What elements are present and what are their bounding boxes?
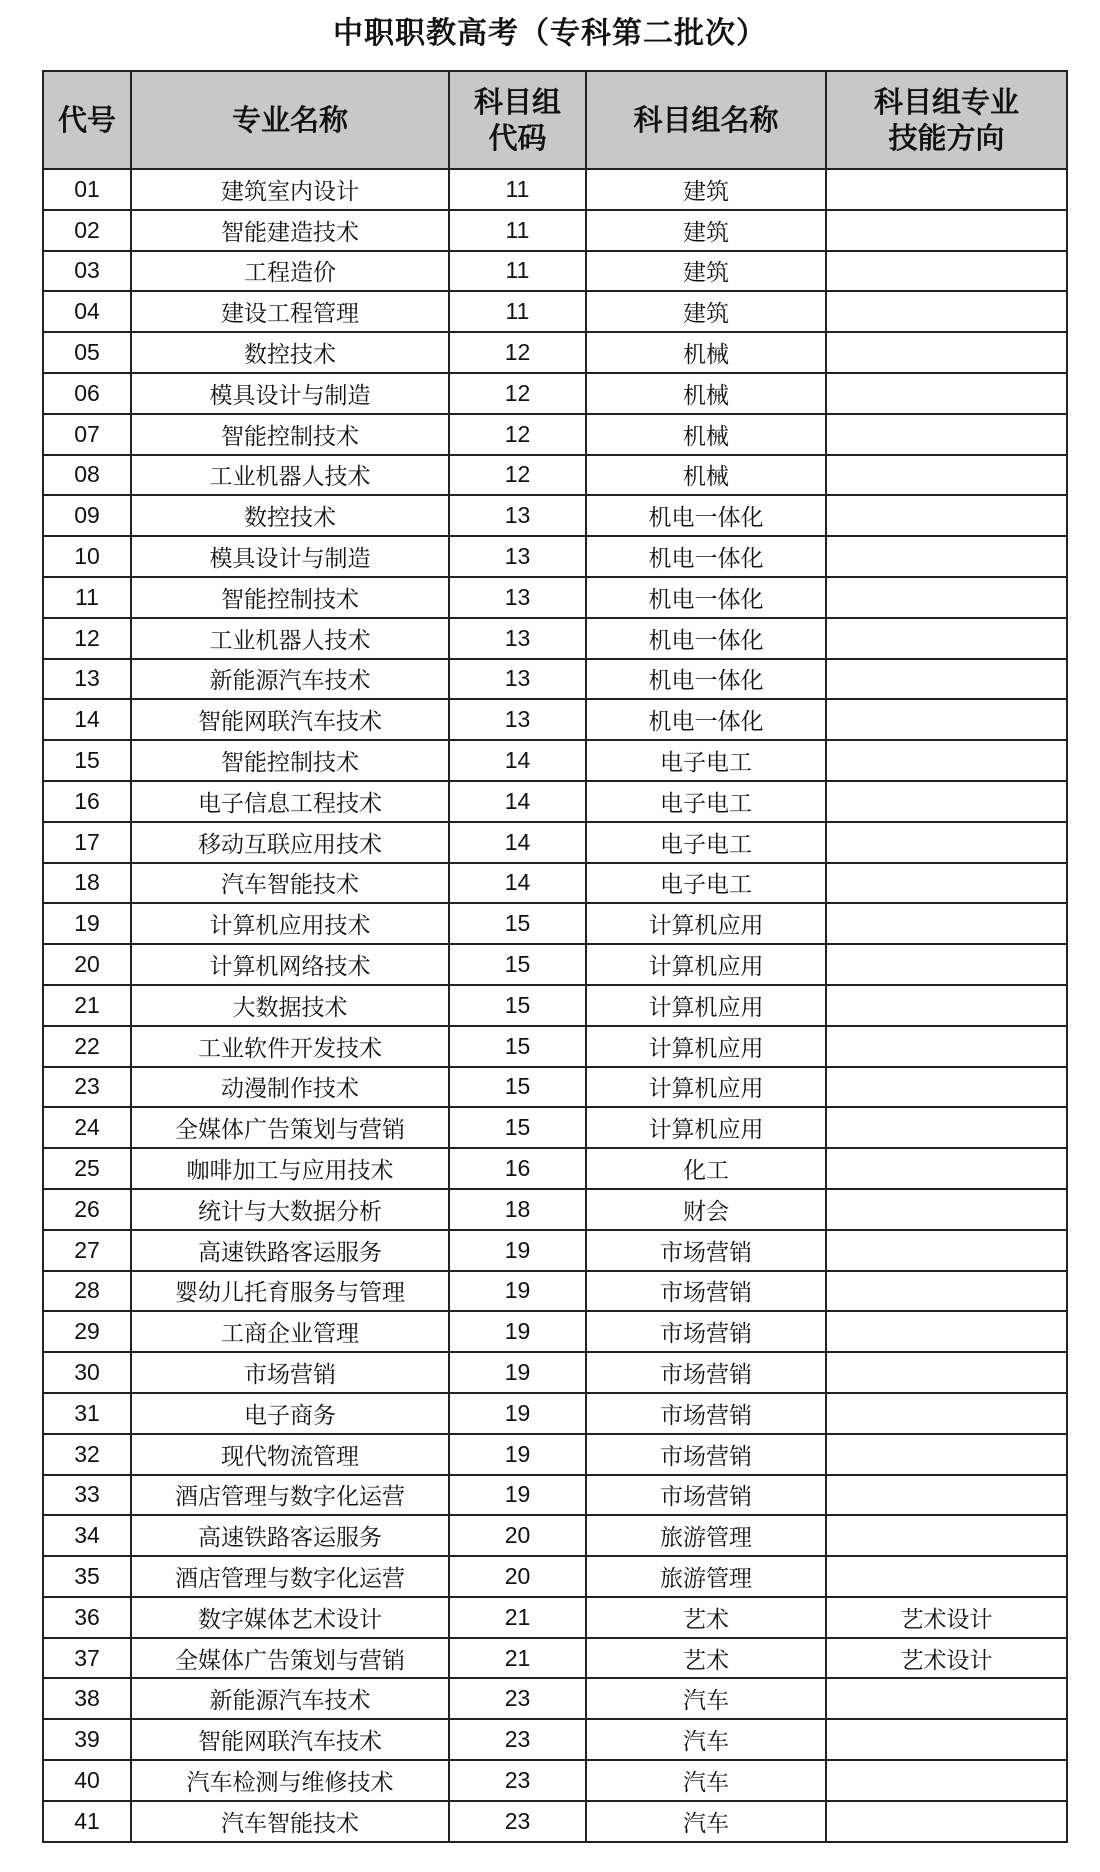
- skill-direction-cell: [826, 455, 1067, 496]
- subject-group-code-cell: 14: [449, 740, 586, 781]
- major-cell: 工业机器人技术: [131, 618, 449, 659]
- skill-direction-cell: [826, 1230, 1067, 1271]
- major-cell: 汽车智能技术: [131, 1801, 449, 1842]
- table-row: [43, 903, 1067, 944]
- table-row: [43, 169, 1067, 210]
- subject-group-code-cell: 13: [449, 659, 586, 700]
- subject-group-name-cell: 市场营销: [586, 1434, 826, 1475]
- code-cell: 12: [43, 618, 131, 659]
- subject-group-code-cell: 23: [449, 1719, 586, 1760]
- table-row: [43, 1434, 1067, 1475]
- skill-direction-cell: [826, 1393, 1067, 1434]
- skill-direction-cell: [826, 863, 1067, 904]
- header-major: 专业名称: [131, 71, 449, 169]
- table-row: [43, 1148, 1067, 1189]
- code-cell: 15: [43, 740, 131, 781]
- major-cell: 工业软件开发技术: [131, 1026, 449, 1067]
- table-row: [43, 781, 1067, 822]
- subject-group-name-cell: 财会: [586, 1189, 826, 1230]
- subject-group-name-cell: 计算机应用: [586, 1107, 826, 1148]
- skill-direction-cell: [826, 1026, 1067, 1067]
- subject-group-code-cell: 14: [449, 822, 586, 863]
- subject-group-code-cell: 14: [449, 863, 586, 904]
- subject-group-code-cell: 20: [449, 1515, 586, 1556]
- major-cell: 动漫制作技术: [131, 1067, 449, 1108]
- code-cell: 35: [43, 1556, 131, 1597]
- table-row: [43, 822, 1067, 863]
- subject-group-name-cell: 汽车: [586, 1760, 826, 1801]
- code-cell: 26: [43, 1189, 131, 1230]
- code-cell: 18: [43, 863, 131, 904]
- skill-direction-cell: [826, 944, 1067, 985]
- subject-group-code-cell: 18: [449, 1189, 586, 1230]
- table-row: [43, 618, 1067, 659]
- major-cell: 新能源汽车技术: [131, 659, 449, 700]
- subject-group-name-cell: 电子电工: [586, 781, 826, 822]
- major-cell: 智能建造技术: [131, 210, 449, 251]
- code-cell: 06: [43, 373, 131, 414]
- subject-group-name-cell: 机电一体化: [586, 536, 826, 577]
- subject-group-code-cell: 20: [449, 1556, 586, 1597]
- major-cell: 高速铁路客运服务: [131, 1230, 449, 1271]
- code-cell: 20: [43, 944, 131, 985]
- subject-group-code-cell: 21: [449, 1597, 586, 1638]
- code-cell: 13: [43, 659, 131, 700]
- subject-group-code-cell: 12: [449, 332, 586, 373]
- skill-direction-cell: [826, 1352, 1067, 1393]
- major-cell: 数控技术: [131, 495, 449, 536]
- table-row: [43, 414, 1067, 455]
- header-code: 代号: [43, 71, 131, 169]
- skill-direction-cell: [826, 985, 1067, 1026]
- subject-group-name-cell: 汽车: [586, 1678, 826, 1719]
- subject-group-name-cell: 建筑: [586, 251, 826, 292]
- subject-group-code-cell: 14: [449, 781, 586, 822]
- subject-group-code-cell: 12: [449, 455, 586, 496]
- table-row: [43, 1515, 1067, 1556]
- code-cell: 08: [43, 455, 131, 496]
- skill-direction-cell: [826, 291, 1067, 332]
- code-cell: 36: [43, 1597, 131, 1638]
- major-cell: 智能网联汽车技术: [131, 699, 449, 740]
- skill-direction-cell: [826, 169, 1067, 210]
- major-cell: 电子信息工程技术: [131, 781, 449, 822]
- subject-group-code-cell: 19: [449, 1393, 586, 1434]
- code-cell: 22: [43, 1026, 131, 1067]
- subject-group-code-cell: 21: [449, 1638, 586, 1679]
- major-cell: 建筑室内设计: [131, 169, 449, 210]
- subject-group-code-cell: 23: [449, 1678, 586, 1719]
- major-cell: 智能控制技术: [131, 577, 449, 618]
- table-row: [43, 1719, 1067, 1760]
- major-cell: 工程造价: [131, 251, 449, 292]
- code-cell: 39: [43, 1719, 131, 1760]
- subject-group-name-cell: 计算机应用: [586, 903, 826, 944]
- subject-group-code-cell: 19: [449, 1352, 586, 1393]
- subject-group-name-cell: 汽车: [586, 1801, 826, 1842]
- table-row: [43, 1801, 1067, 1842]
- skill-direction-cell: 艺术设计: [826, 1597, 1067, 1638]
- skill-direction-cell: [826, 1107, 1067, 1148]
- skill-direction-cell: [826, 495, 1067, 536]
- subject-group-code-cell: 23: [449, 1760, 586, 1801]
- subject-group-name-cell: 艺术: [586, 1597, 826, 1638]
- subject-group-name-cell: 电子电工: [586, 740, 826, 781]
- header-subject-group-code: 科目组 代码: [449, 71, 586, 169]
- skill-direction-cell: [826, 577, 1067, 618]
- subject-group-code-cell: 13: [449, 536, 586, 577]
- code-cell: 02: [43, 210, 131, 251]
- major-cell: 模具设计与制造: [131, 373, 449, 414]
- code-cell: 11: [43, 577, 131, 618]
- table-row: [43, 863, 1067, 904]
- subject-group-code-cell: 11: [449, 291, 586, 332]
- table-row: [43, 373, 1067, 414]
- major-cell: 移动互联应用技术: [131, 822, 449, 863]
- major-cell: 电子商务: [131, 1393, 449, 1434]
- major-cell: 酒店管理与数字化运营: [131, 1556, 449, 1597]
- table-row: [43, 1556, 1067, 1597]
- code-cell: 09: [43, 495, 131, 536]
- code-cell: 34: [43, 1515, 131, 1556]
- subject-group-code-cell: 11: [449, 251, 586, 292]
- subject-group-name-cell: 计算机应用: [586, 985, 826, 1026]
- header-subject-group-name: 科目组名称: [586, 71, 826, 169]
- major-cell: 咖啡加工与应用技术: [131, 1148, 449, 1189]
- subject-group-name-cell: 建筑: [586, 210, 826, 251]
- table-row: [43, 1678, 1067, 1719]
- table-row: [43, 1271, 1067, 1312]
- subject-group-name-cell: 机电一体化: [586, 699, 826, 740]
- major-cell: 数控技术: [131, 332, 449, 373]
- skill-direction-cell: [826, 332, 1067, 373]
- skill-direction-cell: [826, 1475, 1067, 1516]
- skill-direction-cell: [826, 618, 1067, 659]
- table-row: [43, 985, 1067, 1026]
- table-body: [43, 169, 1067, 1842]
- code-cell: 07: [43, 414, 131, 455]
- table-row: [43, 1311, 1067, 1352]
- major-cell: 现代物流管理: [131, 1434, 449, 1475]
- subject-group-name-cell: 计算机应用: [586, 944, 826, 985]
- subject-group-name-cell: 机电一体化: [586, 495, 826, 536]
- table-row: [43, 1393, 1067, 1434]
- subject-group-code-cell: 13: [449, 618, 586, 659]
- subject-group-code-cell: 15: [449, 903, 586, 944]
- subject-group-name-cell: 化工: [586, 1148, 826, 1189]
- code-cell: 10: [43, 536, 131, 577]
- subject-group-name-cell: 市场营销: [586, 1475, 826, 1516]
- major-cell: 智能网联汽车技术: [131, 1719, 449, 1760]
- code-cell: 31: [43, 1393, 131, 1434]
- subject-group-code-cell: 12: [449, 373, 586, 414]
- skill-direction-cell: [826, 1760, 1067, 1801]
- skill-direction-cell: [826, 822, 1067, 863]
- code-cell: 38: [43, 1678, 131, 1719]
- skill-direction-cell: [826, 210, 1067, 251]
- code-cell: 17: [43, 822, 131, 863]
- majors-table: [42, 70, 1068, 1843]
- major-cell: 大数据技术: [131, 985, 449, 1026]
- subject-group-code-cell: 19: [449, 1434, 586, 1475]
- skill-direction-cell: [826, 1515, 1067, 1556]
- subject-group-name-cell: 市场营销: [586, 1352, 826, 1393]
- subject-group-code-cell: 11: [449, 210, 586, 251]
- subject-group-code-cell: 23: [449, 1801, 586, 1842]
- major-cell: 智能控制技术: [131, 414, 449, 455]
- table-row: [43, 1352, 1067, 1393]
- subject-group-code-cell: 16: [449, 1148, 586, 1189]
- subject-group-name-cell: 市场营销: [586, 1311, 826, 1352]
- major-cell: 全媒体广告策划与营销: [131, 1107, 449, 1148]
- subject-group-code-cell: 12: [449, 414, 586, 455]
- subject-group-name-cell: 机电一体化: [586, 659, 826, 700]
- table-row: [43, 1638, 1067, 1679]
- subject-group-name-cell: 电子电工: [586, 863, 826, 904]
- code-cell: 41: [43, 1801, 131, 1842]
- table-row: [43, 1067, 1067, 1108]
- code-cell: 04: [43, 291, 131, 332]
- major-cell: 计算机网络技术: [131, 944, 449, 985]
- major-cell: 数字媒体艺术设计: [131, 1597, 449, 1638]
- code-cell: 25: [43, 1148, 131, 1189]
- subject-group-name-cell: 建筑: [586, 291, 826, 332]
- major-cell: 工业机器人技术: [131, 455, 449, 496]
- major-cell: 汽车检测与维修技术: [131, 1760, 449, 1801]
- skill-direction-cell: [826, 1148, 1067, 1189]
- table-row: [43, 1230, 1067, 1271]
- major-cell: 酒店管理与数字化运营: [131, 1475, 449, 1516]
- subject-group-name-cell: 艺术: [586, 1638, 826, 1679]
- major-cell: 市场营销: [131, 1352, 449, 1393]
- major-cell: 计算机应用技术: [131, 903, 449, 944]
- table-row: [43, 1189, 1067, 1230]
- subject-group-name-cell: 市场营销: [586, 1230, 826, 1271]
- code-cell: 40: [43, 1760, 131, 1801]
- subject-group-name-cell: 汽车: [586, 1719, 826, 1760]
- subject-group-code-cell: 13: [449, 577, 586, 618]
- skill-direction-cell: [826, 251, 1067, 292]
- skill-direction-cell: [826, 1556, 1067, 1597]
- major-cell: 全媒体广告策划与营销: [131, 1638, 449, 1679]
- table-row: [43, 251, 1067, 292]
- subject-group-name-cell: 市场营销: [586, 1393, 826, 1434]
- major-cell: 模具设计与制造: [131, 536, 449, 577]
- skill-direction-cell: [826, 1189, 1067, 1230]
- code-cell: 37: [43, 1638, 131, 1679]
- code-cell: 21: [43, 985, 131, 1026]
- major-cell: 新能源汽车技术: [131, 1678, 449, 1719]
- subject-group-code-cell: 11: [449, 169, 586, 210]
- table-row: [43, 1597, 1067, 1638]
- skill-direction-cell: [826, 1434, 1067, 1475]
- document-title: 中职职教高考（专科第二批次）: [333, 16, 767, 51]
- table-header-row: [43, 71, 1067, 169]
- code-cell: 33: [43, 1475, 131, 1516]
- subject-group-name-cell: 机电一体化: [586, 577, 826, 618]
- code-cell: 27: [43, 1230, 131, 1271]
- subject-group-name-cell: 机电一体化: [586, 618, 826, 659]
- subject-group-name-cell: 旅游管理: [586, 1515, 826, 1556]
- subject-group-code-cell: 15: [449, 985, 586, 1026]
- skill-direction-cell: [826, 536, 1067, 577]
- subject-group-code-cell: 15: [449, 1026, 586, 1067]
- code-cell: 28: [43, 1271, 131, 1312]
- major-cell: 汽车智能技术: [131, 863, 449, 904]
- subject-group-name-cell: 建筑: [586, 169, 826, 210]
- subject-group-name-cell: 机械: [586, 373, 826, 414]
- code-cell: 14: [43, 699, 131, 740]
- skill-direction-cell: [826, 699, 1067, 740]
- skill-direction-cell: 艺术设计: [826, 1638, 1067, 1679]
- skill-direction-cell: [826, 1067, 1067, 1108]
- major-cell: 智能控制技术: [131, 740, 449, 781]
- code-cell: 16: [43, 781, 131, 822]
- table-row: [43, 1760, 1067, 1801]
- table-row: [43, 536, 1067, 577]
- subject-group-code-cell: 19: [449, 1271, 586, 1312]
- code-cell: 05: [43, 332, 131, 373]
- skill-direction-cell: [826, 659, 1067, 700]
- skill-direction-cell: [826, 1719, 1067, 1760]
- table-row: [43, 1107, 1067, 1148]
- major-cell: 高速铁路客运服务: [131, 1515, 449, 1556]
- code-cell: 32: [43, 1434, 131, 1475]
- major-cell: 统计与大数据分析: [131, 1189, 449, 1230]
- table-row: [43, 740, 1067, 781]
- table-row: [43, 210, 1067, 251]
- skill-direction-cell: [826, 740, 1067, 781]
- code-cell: 30: [43, 1352, 131, 1393]
- code-cell: 24: [43, 1107, 131, 1148]
- skill-direction-cell: [826, 414, 1067, 455]
- skill-direction-cell: [826, 781, 1067, 822]
- code-cell: 03: [43, 251, 131, 292]
- table-row: [43, 1475, 1067, 1516]
- subject-group-code-cell: 19: [449, 1230, 586, 1271]
- subject-group-name-cell: 机械: [586, 332, 826, 373]
- subject-group-code-cell: 19: [449, 1311, 586, 1352]
- subject-group-code-cell: 15: [449, 1067, 586, 1108]
- table-row: [43, 455, 1067, 496]
- major-cell: 婴幼儿托育服务与管理: [131, 1271, 449, 1312]
- code-cell: 01: [43, 169, 131, 210]
- skill-direction-cell: [826, 903, 1067, 944]
- skill-direction-cell: [826, 1801, 1067, 1842]
- subject-group-name-cell: 旅游管理: [586, 1556, 826, 1597]
- table-row: [43, 332, 1067, 373]
- code-cell: 29: [43, 1311, 131, 1352]
- skill-direction-cell: [826, 1678, 1067, 1719]
- table-row: [43, 291, 1067, 332]
- table-row: [43, 699, 1067, 740]
- subject-group-code-cell: 13: [449, 699, 586, 740]
- table-row: [43, 577, 1067, 618]
- code-cell: 19: [43, 903, 131, 944]
- major-cell: 工商企业管理: [131, 1311, 449, 1352]
- table-row: [43, 1026, 1067, 1067]
- header-skill-direction: 科目组专业 技能方向: [826, 71, 1067, 169]
- skill-direction-cell: [826, 373, 1067, 414]
- table-row: [43, 944, 1067, 985]
- subject-group-code-cell: 13: [449, 495, 586, 536]
- subject-group-name-cell: 市场营销: [586, 1271, 826, 1312]
- subject-group-name-cell: 机械: [586, 455, 826, 496]
- table-row: [43, 495, 1067, 536]
- subject-group-code-cell: 15: [449, 1107, 586, 1148]
- skill-direction-cell: [826, 1271, 1067, 1312]
- subject-group-name-cell: 计算机应用: [586, 1026, 826, 1067]
- subject-group-code-cell: 19: [449, 1475, 586, 1516]
- skill-direction-cell: [826, 1311, 1067, 1352]
- subject-group-name-cell: 计算机应用: [586, 1067, 826, 1108]
- subject-group-name-cell: 机械: [586, 414, 826, 455]
- subject-group-code-cell: 15: [449, 944, 586, 985]
- subject-group-name-cell: 电子电工: [586, 822, 826, 863]
- major-cell: 建设工程管理: [131, 291, 449, 332]
- table-row: [43, 659, 1067, 700]
- code-cell: 23: [43, 1067, 131, 1108]
